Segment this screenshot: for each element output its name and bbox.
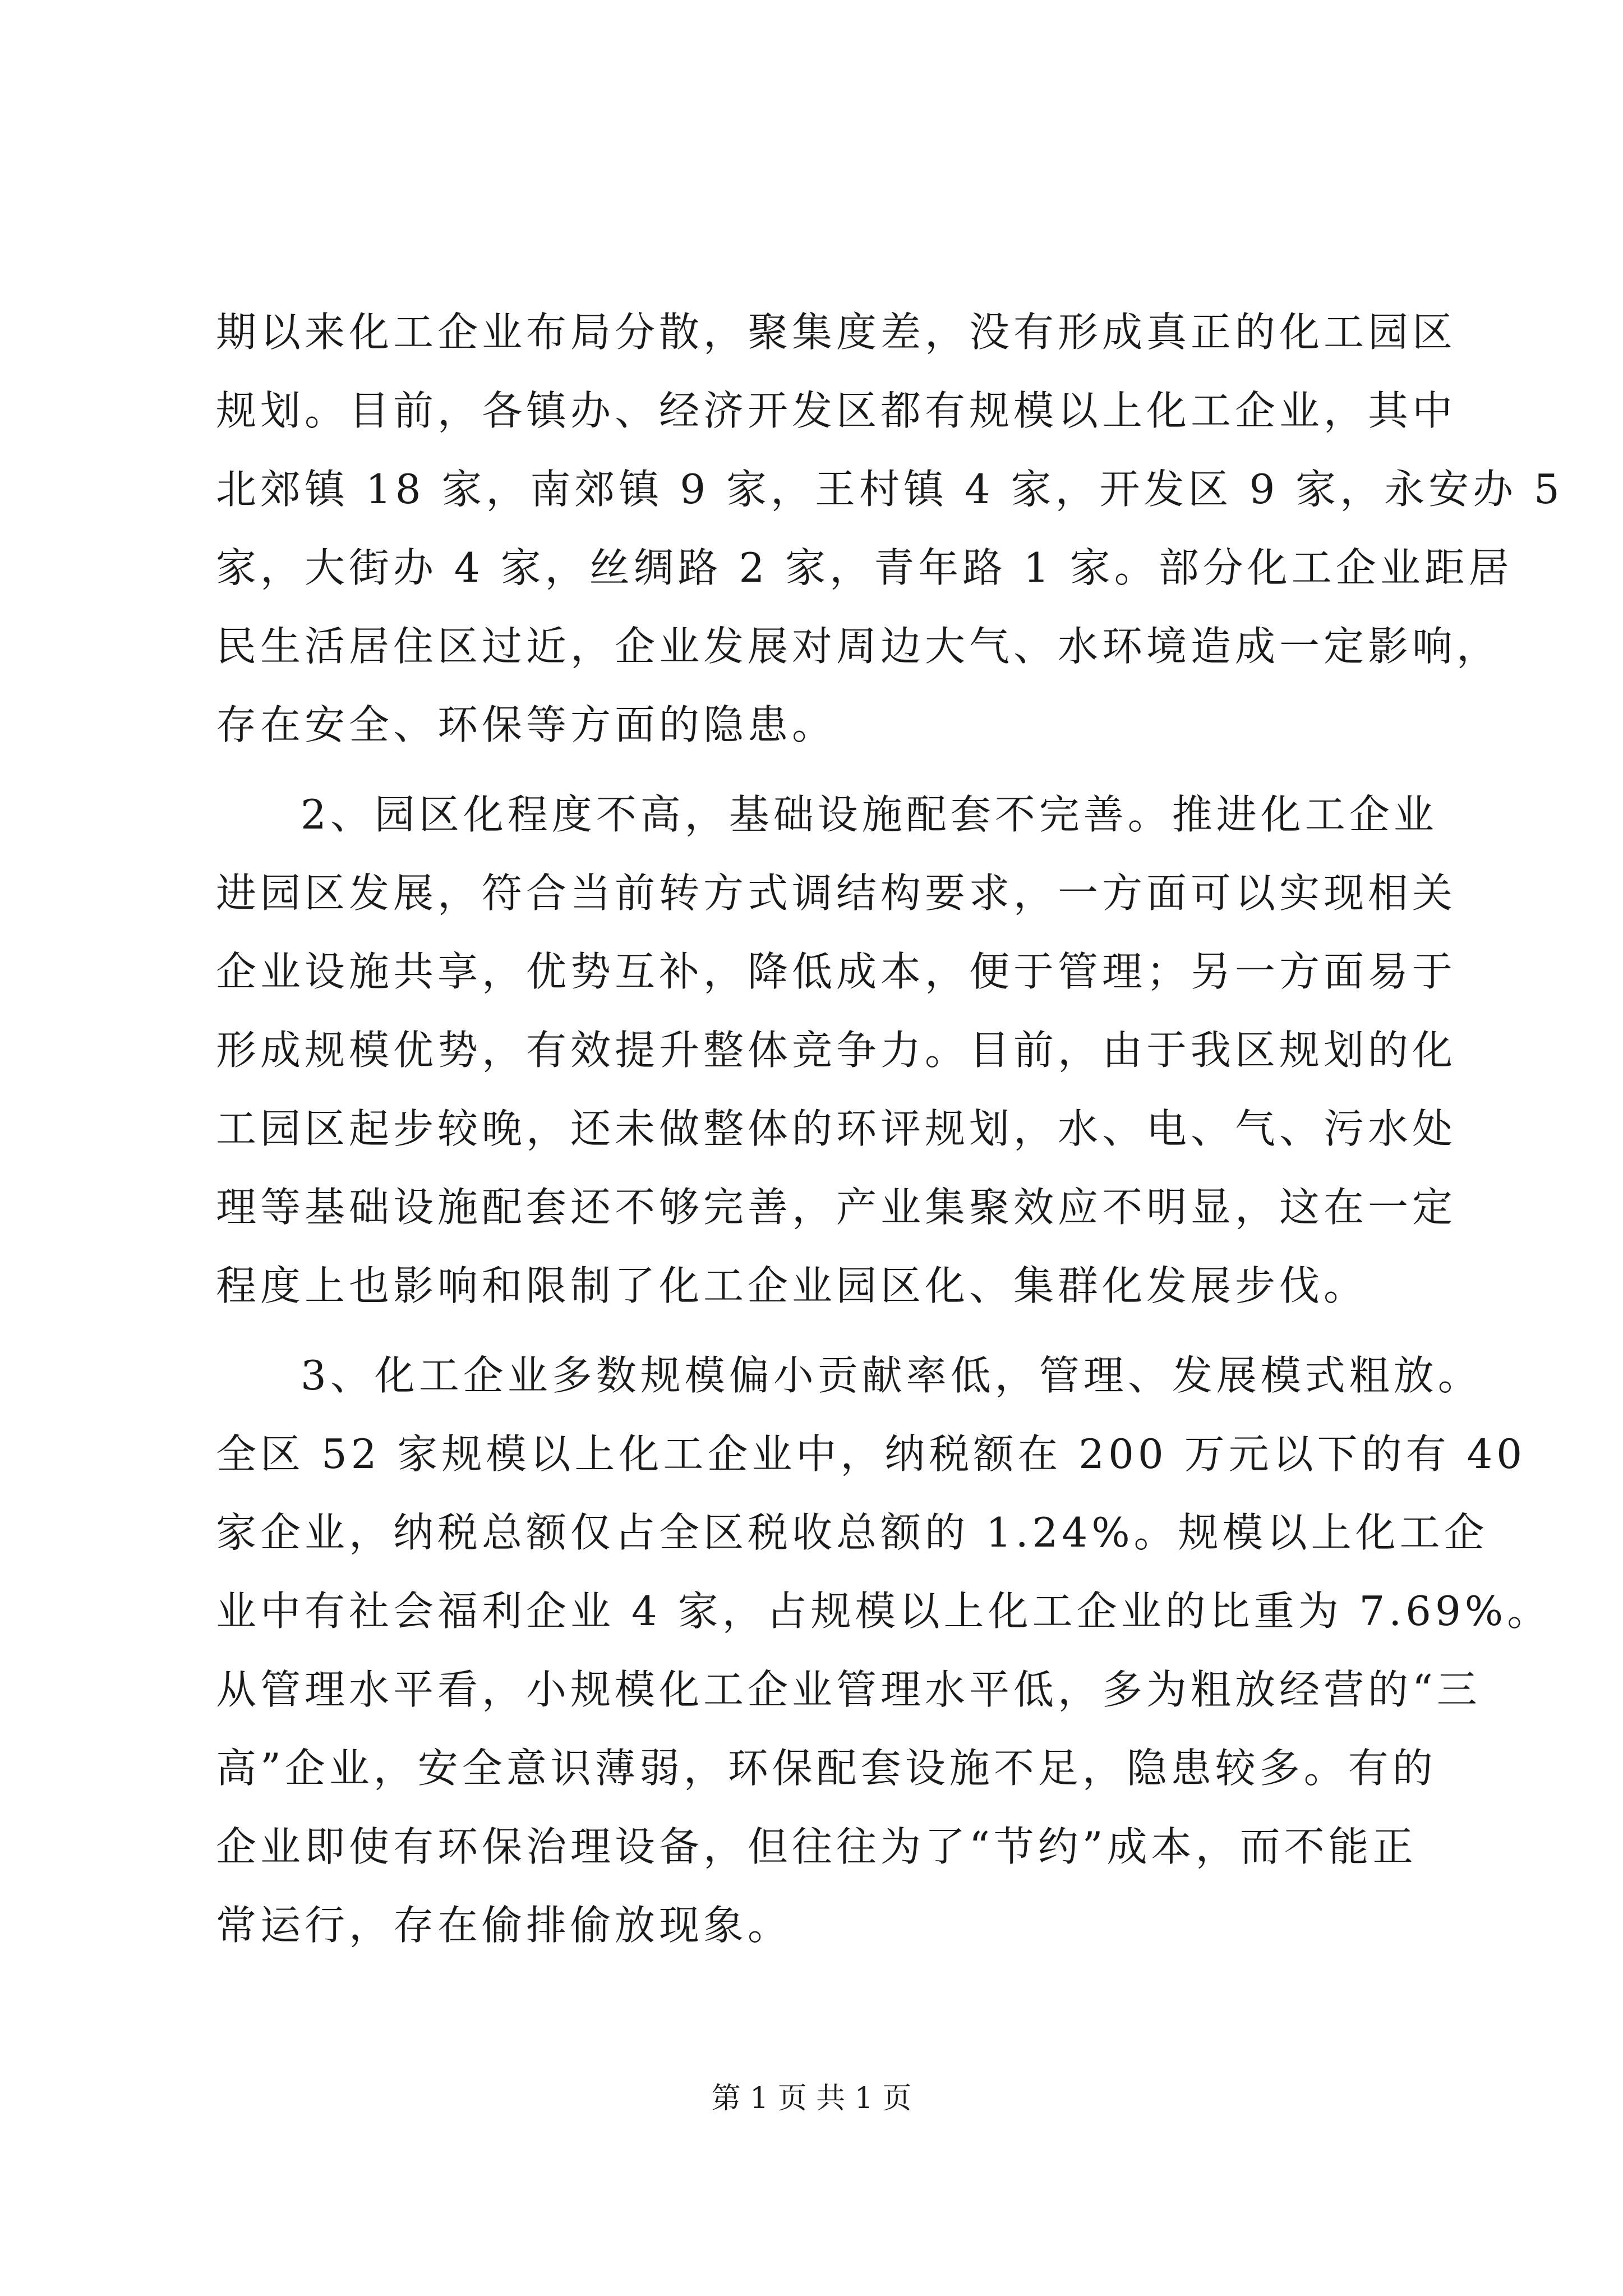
- text-line: 全区 52 家规模以上化工企业中，纳税额在 200 万元以下的有 40: [216, 1430, 1527, 1478]
- text-line: 进园区发展，符合当前转方式调结构要求，一方面可以实现相关: [216, 869, 1457, 917]
- text-line: 业中有社会福利企业 4 家，占规模以上化工企业的比重为 7.69%。: [216, 1588, 1552, 1635]
- paragraph-2-heading-line: 2、园区化程度不高，基础设施配套不完善。推进化工企业: [301, 791, 1438, 838]
- text-line: 期以来化工企业布局分散，聚集度差，没有形成真正的化工园区: [216, 309, 1457, 356]
- text-line: 北郊镇 18 家，南郊镇 9 家，王村镇 4 家，开发区 9 家，永安办 5: [216, 466, 1564, 513]
- text-line: 高”企业，安全意识薄弱，环保配套设施不足，隐患较多。有的: [216, 1745, 1437, 1792]
- text-line: 理等基础设施配套还不够完善，产业集聚效应不明显，这在一定: [216, 1184, 1457, 1231]
- text-line: 家，大街办 4 家，丝绸路 2 家，青年路 1 家。部分化工企业距居: [216, 544, 1513, 591]
- text-line: 存在安全、环保等方面的隐患。: [216, 701, 837, 748]
- text-line: 企业即使有环保治理设备，但往往为了“节约”成本，而不能正: [216, 1823, 1417, 1870]
- text-line: 家企业，纳税总额仅占全区税收总额的 1.24%。规模以上化工企: [216, 1509, 1488, 1556]
- text-line: 程度上也影响和限制了化工企业园区化、集群化发展步伐。: [216, 1262, 1368, 1309]
- page-footer: 第 1 页 共 1 页: [711, 2082, 912, 2115]
- text-line: 民生活居住区过近，企业发展对周边大气、水环境造成一定影响，: [216, 623, 1501, 670]
- text-line: 从管理水平看，小规模化工企业管理水平低，多为粗放经营的“三: [216, 1666, 1481, 1713]
- text-line: 规划。目前，各镇办、经济开发区都有规模以上化工企业，其中: [216, 387, 1457, 434]
- text-line: 形成规模优势，有效提升整体竞争力。目前，由于我区规划的化: [216, 1027, 1457, 1074]
- text-line: 常运行，存在偷排偷放现象。: [216, 1902, 792, 1949]
- text-line: 企业设施共享，优势互补，降低成本，便于管理；另一方面易于: [216, 948, 1457, 995]
- paragraph-3-heading-line: 3、化工企业多数规模偏小贡献率低，管理、发展模式粗放。: [301, 1352, 1482, 1399]
- text-line: 工园区起步较晚，还未做整体的环评规划，水、电、气、污水处: [216, 1105, 1457, 1152]
